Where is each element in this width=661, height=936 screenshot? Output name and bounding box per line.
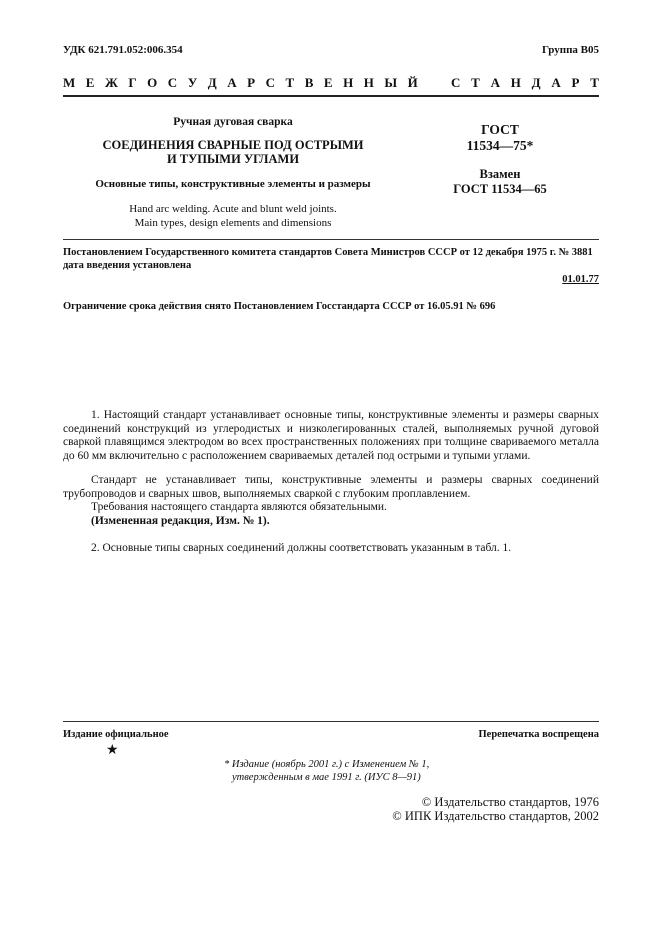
divider-bottom	[63, 721, 599, 722]
english-title-line-1: Hand arc welding. Acute and blunt weld joints.	[129, 203, 337, 215]
restriction-note: Ограничение срока действия снято Постановлением Госстандарта СССР от 16.05.91 № 696	[63, 301, 496, 312]
paragraph-4: 2. Основные типы сварных соединений должны соответствовать указанным в табл. 1.	[91, 542, 512, 554]
gost-label: ГОСТ	[481, 122, 519, 137]
paragraph-1: 1. Настоящий стандарт устанавливает основные типы, конструктивные элементы и размеры сварных соединений конструкций из углеродистых и низколегированных сталей, выполняемых ручной дуговой сваркой плавящимся электродом во всех пространственных положениях при толщине свариваемого металла до 60 мм включительно с расположением свариваемых деталей под острыми и тупыми углами.	[63, 409, 599, 462]
title-line-2: И ТУПЫМИ УГЛАМИ	[166, 152, 300, 166]
banner-word-standard: С Т А Н Д А Р Т	[451, 75, 599, 90]
copyright-2002: © ИПК Издательство стандартов, 2002	[392, 809, 599, 823]
edition-footnote	[224, 758, 429, 784]
replaced-standard: ГОСТ 11534—65	[453, 182, 547, 196]
group-code: Группа В05	[541, 44, 599, 56]
amendment-note: (Измененная редакция, Изм. № 1).	[91, 515, 270, 527]
divider-middle	[63, 239, 599, 240]
copyright-1976: © Издательство стандартов, 1976	[421, 795, 599, 809]
divider-top	[63, 95, 599, 97]
reprint-prohibited-label: Перепечатка воспрещена	[478, 729, 599, 740]
paragraph-2: Стандарт не устанавливает типы, конструктивные элементы и размеры сварных соединений трубопроводов и сварных швов, выполняемых сваркой с глубоким проплавлением.	[63, 474, 599, 500]
gost-designation	[430, 122, 570, 154]
standard-subtitle: Основные типы, конструктивные элементы и размеры	[95, 178, 371, 190]
decree-line-1: Постановлением Государственного комитета стандартов Совета Министров СССР от 12 декабря 1975 г. № 3881	[63, 247, 593, 258]
paragraph-3: Требования настоящего стандарта являются обязательными.	[91, 501, 387, 513]
official-edition-label: Издание официальное	[63, 729, 169, 740]
footnote-line-1: * Издание (ноябрь 2001 г.) с Изменением № 1,	[224, 759, 430, 770]
banner-word-interstate: М Е Ж Г О С У Д А Р С Т В Е Н Н Ы Й	[63, 75, 418, 90]
standard-banner	[63, 75, 599, 91]
gost-number: 11534—75*	[466, 138, 534, 153]
standard-title	[63, 138, 403, 166]
effective-date: 01.01.77	[562, 274, 599, 285]
english-title	[63, 202, 403, 230]
decree-line-2: дата введения установлена	[63, 260, 192, 271]
footnote-line-2: утвержденным в мае 1991 г. (ИУС 8—91)	[232, 772, 421, 783]
star-icon: ★	[106, 743, 119, 758]
standard-subject: Ручная дуговая сварка	[173, 116, 293, 128]
udk-code: УДК 621.791.052:006.354	[63, 44, 183, 56]
english-title-line-2: Main types, design elements and dimensions	[134, 217, 332, 229]
decree-text	[63, 246, 599, 272]
title-line-1: СОЕДИНЕНИЯ СВАРНЫЕ ПОД ОСТРЫМИ	[102, 138, 364, 152]
replaced-label: Взамен	[479, 167, 521, 181]
